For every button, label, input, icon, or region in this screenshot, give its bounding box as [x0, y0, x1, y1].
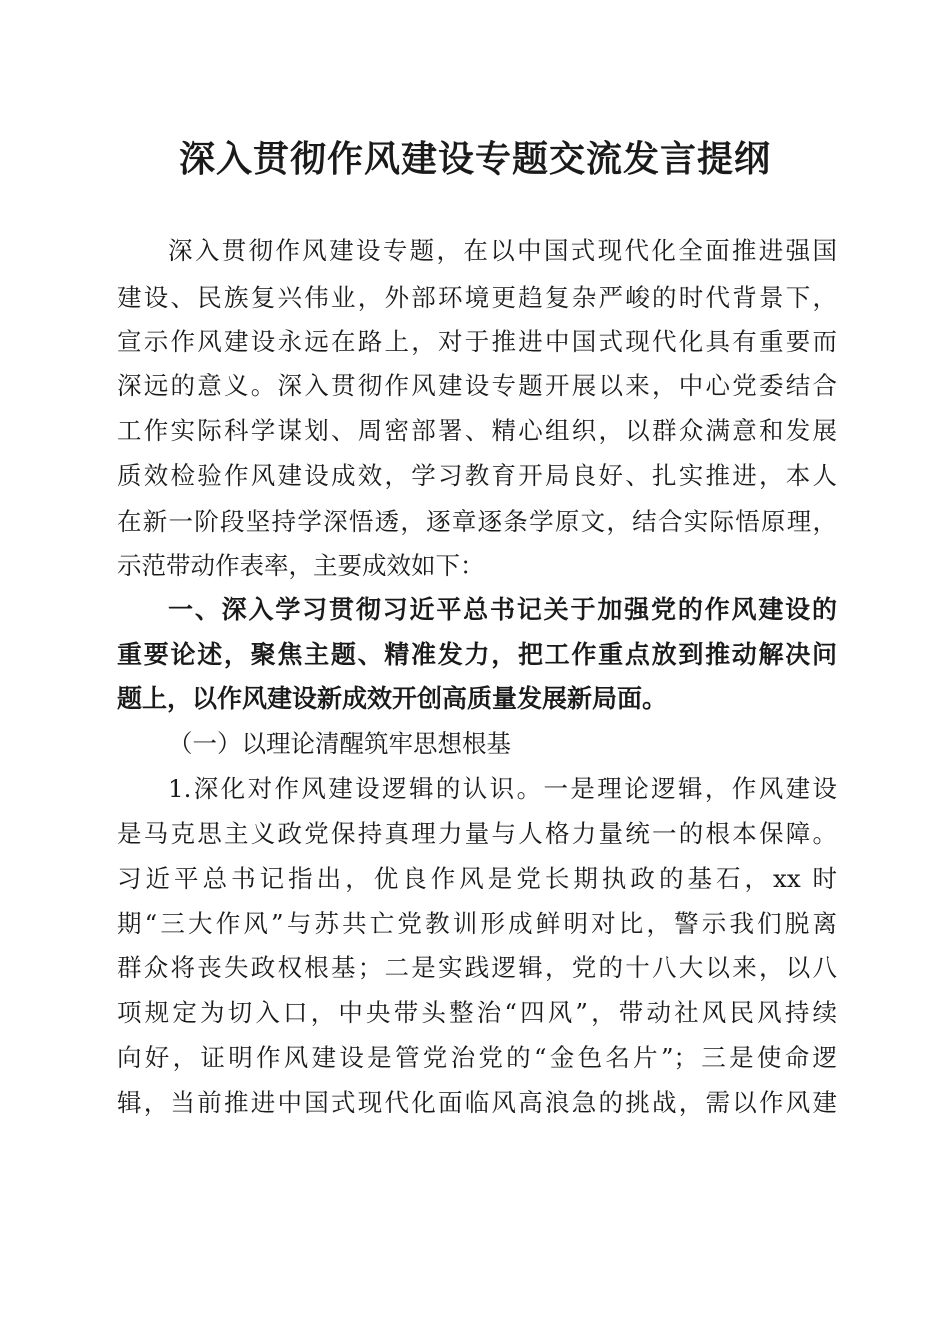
point-line: 向好，证明作风建设是管党治党的“金色名片”；三是使命逻 [117, 1043, 837, 1072]
point-line: 习近平总书记指出，优良作风是党长期执政的基石，xx 时 [117, 864, 837, 893]
point-line: 是马克思主义政党保持真理力量与人格力量统一的根本保障。 [117, 819, 837, 848]
intro-line: 示范带动作表率，主要成效如下： [117, 551, 485, 580]
subsection-heading: （一）以理论清醒筑牢思想根基 [168, 729, 511, 758]
section-heading-line: 一、深入学习贯彻习近平总书记关于加强党的作风建设的 [168, 595, 837, 624]
intro-line: 工作实际科学谋划、周密部署、精心组织，以群众满意和发展 [117, 416, 837, 445]
section-heading-line: 重要论述，聚焦主题、精准发力，把工作重点放到推动解决问 [117, 640, 837, 669]
point-line: 辑，当前推进中国式现代化面临风高浪急的挑战，需以作风建 [117, 1088, 837, 1117]
section-heading-line: 题上，以作风建设新成效开创高质量发展新局面。 [117, 684, 668, 713]
point-line: 群众将丧失政权根基；二是实践逻辑，党的十八大以来，以八 [117, 953, 837, 982]
point-line: 项规定为切入口，中央带头整治“四风”，带动社风民风持续 [117, 998, 837, 1027]
intro-line: 质效检验作风建设成效，学习教育开局良好、扎实推进，本人 [117, 461, 837, 490]
document-title: 深入贯彻作风建设专题交流发言提纲 [178, 139, 771, 180]
point-line: 1.深化对作风建设逻辑的认识。一是理论逻辑，作风建设 [168, 774, 837, 803]
point-line: 期“三大作风”与苏共亡党教训形成鲜明对比，警示我们脱离 [117, 909, 837, 938]
intro-line: 宣示作风建设永远在路上，对于推进中国式现代化具有重要而 [117, 327, 837, 356]
intro-line: 深远的意义。深入贯彻作风建设专题开展以来，中心党委结合 [117, 371, 837, 400]
intro-line: 深入贯彻作风建设专题，在以中国式现代化全面推进强国 [168, 236, 837, 265]
intro-line: 在新一阶段坚持学深悟透，逐章逐条学原文，结合实际悟原理， [117, 507, 837, 536]
intro-line: 建设、民族复兴伟业，外部环境更趋复杂严峻的时代背景下， [117, 283, 837, 312]
